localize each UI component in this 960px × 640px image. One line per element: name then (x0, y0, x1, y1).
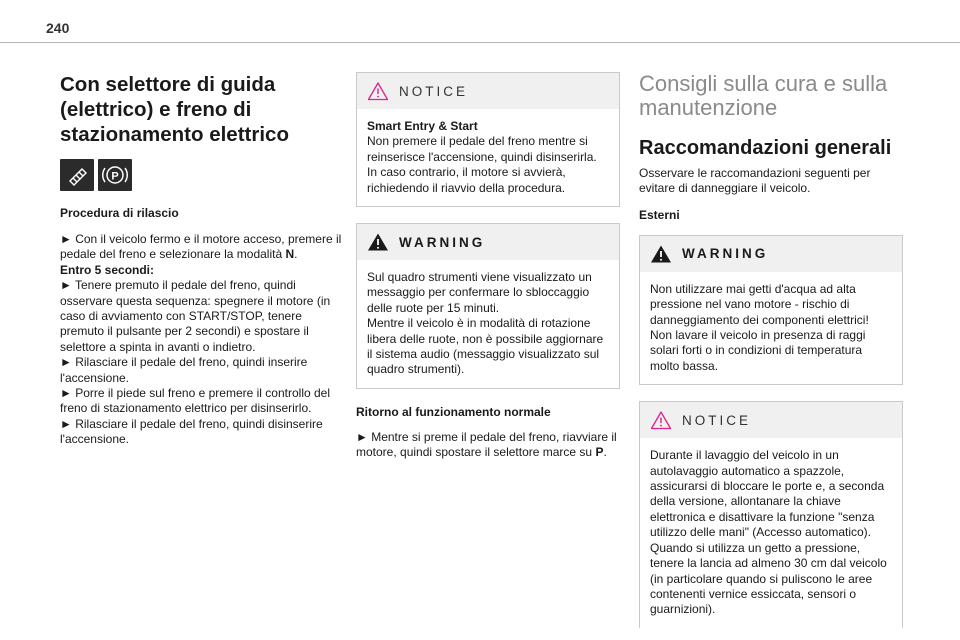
column-right (639, 72, 903, 628)
warning-box (356, 223, 620, 389)
exterior-notice-title: NOTICE (682, 412, 752, 428)
exterior-notice-box (639, 401, 903, 627)
icon-row (60, 159, 342, 191)
intro-text: Osservare le raccomandazioni seguenti per evitare di danneggiare il veicolo. (639, 166, 871, 196)
normal-operation-heading: Ritorno al funzionamento normale (356, 404, 551, 419)
warning-triangle-icon (650, 244, 672, 264)
exterior-heading: Esterni (639, 207, 680, 222)
warning-title: WARNING (399, 234, 486, 250)
notice-title: NOTICE (399, 83, 469, 99)
procedure-text: ► Con il veicolo fermo e il motore acceso, premere il pedale del freno e selezionare la modalità N. Entro 5 secondi: ► Tenere premuto il pedale del freno, quindi osservare questa sequenza: spegnere il motore (in caso di avviamento con START/STOP, tenere premuto il pulsante per 2 secondi) e spostare il selettore a spinta in avanti o indietro. ► Rilasciare il pedale del freno, quindi inserire l'accensione. ► Porre il piede sul freno e premere il controllo del freno di stazionamento elettrico per disinserirlo. ► Rilasciare il pedale del freno, quindi disinserire l'accensione. (60, 232, 342, 447)
exterior-notice-header (640, 402, 902, 438)
notice-triangle-icon (650, 410, 672, 430)
page-number: 240 (46, 20, 70, 36)
warning-triangle-icon (367, 232, 389, 252)
exterior-warning-body: Non utilizzare mai getti d'acqua ad alta pressione nel vano motore - rischio di danneggiamento dei componenti elettrici! Non lavare il veicolo in presenza di raggi solari forti o in condizioni di temperatura molto bassa. (650, 281, 869, 373)
care-title: Consigli sulla cura e sulla manutenzione (639, 71, 888, 120)
warning-body: Sul quadro strumenti viene visualizzato un messaggio per confermare lo sbloccaggio delle ruote per 15 minuti. Mentre il veicolo è in modalità di rotazione libera delle ruote, non è possibile aggiornare il sistema audio (messaggio visualizzato sul quadro strumenti). (367, 270, 604, 377)
notice-header (357, 73, 619, 109)
section-title: Con selettore di guida (elettrico) e freno di stazionamento elettrico (60, 73, 289, 146)
header-divider (0, 42, 960, 43)
parking-brake-icon (98, 159, 132, 191)
notice-box (356, 72, 620, 207)
exterior-notice-body: Durante il lavaggio del veicolo in un autolavaggio automatico a spazzole, assicurarsi di bloccare le porte e, a seconda della versione, allontanare la chiave elettronica e disattivare la funzione "senza utilizzo delle mani" (Accesso automatico). Quando si utilizza un getto a pressione, tenere la lancia ad almeno 30 cm dal veicolo (in particolare quando si puliscono le aree contenenti vernice essiccata, sensori o guarnizioni). (650, 448, 887, 617)
normal-operation-text: ► Mentre si preme il pedale del freno, riavviare il motore, quindi spostare il selettore marce su P. (356, 429, 617, 460)
warning-header (357, 224, 619, 260)
notice-body: Smart Entry & Start Non premere il pedale del freno mentre si reinserisce l'accensione, quindi disinserirla. In caso contrario, il motore si avvierà, richiedendo il riavvio della procedura. (367, 119, 597, 195)
notice-triangle-icon (367, 81, 389, 101)
exterior-warning-title: WARNING (682, 246, 769, 262)
procedure-heading: Procedura di rilascio (60, 206, 179, 220)
column-left (60, 72, 342, 448)
gear-selector-icon (60, 159, 94, 191)
svg-text:P: P (111, 170, 119, 183)
general-recommendations-heading: Raccomandazioni generali (639, 137, 892, 159)
exterior-warning-box (639, 235, 903, 385)
column-middle (356, 72, 620, 461)
exterior-warning-header (640, 236, 902, 272)
